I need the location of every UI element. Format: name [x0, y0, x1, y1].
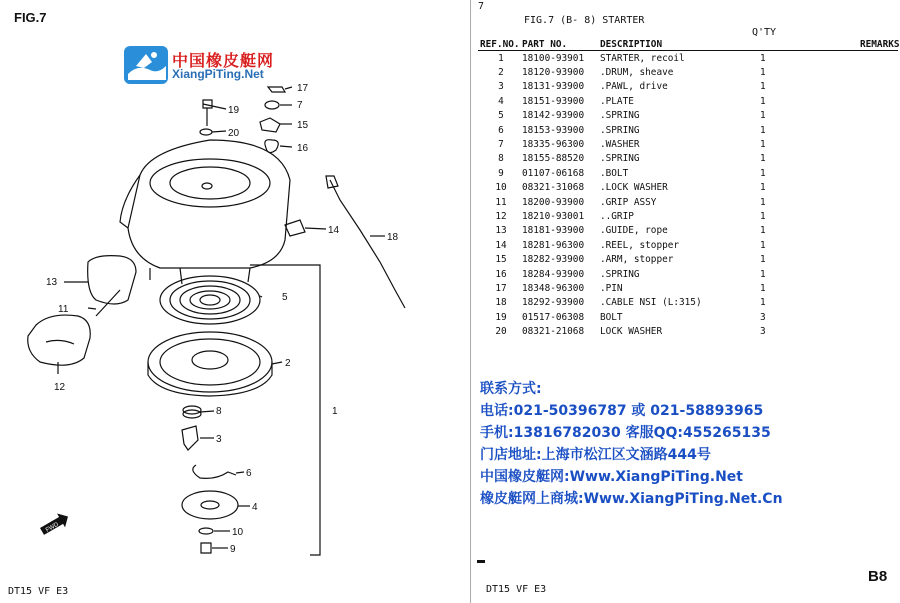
fwd-arrow-icon — [38, 510, 72, 539]
cell-desc: .WASHER — [600, 139, 640, 151]
cell-remarks — [860, 296, 900, 310]
cell-desc: LOCK WASHER — [600, 326, 663, 338]
cell-remarks — [860, 281, 900, 295]
cell-qty: 1 — [760, 81, 766, 93]
table-row — [480, 80, 900, 94]
cell-part: 18153-93900 — [522, 124, 585, 136]
table-row — [480, 152, 900, 166]
cell-part: 08321-21068 — [522, 326, 585, 338]
cell-remarks — [860, 324, 900, 338]
callout-14: 14 — [328, 225, 340, 236]
cell-desc: .PLATE — [600, 95, 634, 107]
cell-ref: 17 — [495, 282, 507, 294]
figure-title: FIG.7 (B- 8) STARTER — [524, 15, 645, 26]
callout-9: 9 — [230, 544, 236, 555]
cell-part: 01107-06168 — [522, 167, 585, 179]
page-gutter — [470, 0, 471, 603]
cell-ref: 1 — [498, 52, 504, 64]
cell-part: 18155-88520 — [522, 153, 585, 165]
table-row — [480, 267, 900, 281]
cell-desc: .DRUM, sheave — [600, 67, 674, 79]
cell-desc: .PIN — [600, 282, 623, 294]
cell-part: 18335-96300 — [522, 139, 585, 151]
cell-desc: STARTER, recoil — [600, 52, 685, 64]
cell-remarks — [860, 137, 900, 151]
cell-remarks — [860, 51, 900, 65]
cell-qty: 1 — [760, 124, 766, 136]
callout-20: 20 — [228, 128, 240, 139]
callout-12: 12 — [54, 382, 66, 393]
cell-qty: 1 — [760, 52, 766, 64]
cell-qty: 1 — [760, 196, 766, 208]
contact-heading: 联系方式: — [480, 381, 542, 397]
col-part: PART NO. — [522, 39, 568, 50]
cell-qty: 1 — [760, 153, 766, 165]
callout-1: 1 — [332, 406, 338, 417]
cell-ref: 19 — [495, 311, 507, 323]
cell-desc: ..GRIP — [600, 210, 634, 222]
table-row — [480, 252, 900, 266]
col-remarks: REMARKS — [860, 39, 900, 50]
cell-desc: .GRIP ASSY — [600, 196, 657, 208]
col-desc: DESCRIPTION — [600, 39, 663, 50]
callout-4: 4 — [252, 502, 258, 513]
cell-ref: 10 — [495, 182, 507, 194]
cell-desc: .ARM, stopper — [600, 254, 674, 266]
cell-part: 08321-31068 — [522, 182, 585, 194]
cell-part: 18282-93900 — [522, 254, 585, 266]
cell-ref: 5 — [498, 110, 504, 122]
cell-remarks — [860, 195, 900, 209]
cell-remarks — [860, 181, 900, 195]
callout-13: 13 — [46, 277, 58, 288]
table-row — [480, 51, 900, 65]
cell-part: 18181-93900 — [522, 225, 585, 237]
table-row — [480, 109, 900, 123]
table-row — [480, 123, 900, 137]
table-row — [480, 181, 900, 195]
figure-label: FIG.7 — [14, 10, 47, 25]
cell-desc: .SPRING — [600, 110, 640, 122]
cell-part: 18292-93900 — [522, 297, 585, 309]
cell-part: 18100-93901 — [522, 52, 585, 64]
table-row — [480, 65, 900, 79]
table-row — [480, 238, 900, 252]
callout-18: 18 — [387, 232, 399, 243]
callout-5: 5 — [282, 292, 288, 303]
table-row — [480, 137, 900, 151]
table-row — [480, 310, 900, 324]
cell-desc: .SPRING — [600, 268, 640, 280]
cell-desc: .SPRING — [600, 153, 640, 165]
callout-16: 16 — [297, 143, 309, 154]
cell-desc: .REEL, stopper — [600, 239, 680, 251]
logo-url-text: XiangPiTing.Net — [172, 67, 264, 81]
cell-ref: 13 — [495, 225, 507, 237]
cell-qty: 1 — [760, 167, 766, 179]
cell-desc: BOLT — [600, 311, 623, 323]
left-footer: DT15 VF E3 — [8, 586, 69, 597]
contact-address: 门店地址:上海市松江区文涵路444号 — [480, 447, 711, 463]
cell-part: 18200-93900 — [522, 196, 585, 208]
cell-remarks — [860, 310, 900, 324]
header-rule — [478, 50, 898, 51]
cell-remarks — [860, 209, 900, 223]
cell-part: 18281-96300 — [522, 239, 585, 251]
table-row — [480, 224, 900, 238]
cell-ref: 4 — [498, 95, 504, 107]
cell-remarks — [860, 238, 900, 252]
cell-part: 18120-93900 — [522, 67, 585, 79]
cell-desc: .PAWL, drive — [600, 81, 668, 93]
cell-qty: 1 — [760, 254, 766, 266]
table-row — [480, 209, 900, 223]
cell-qty: 1 — [760, 282, 766, 294]
cell-qty: 1 — [760, 210, 766, 222]
table-row — [480, 94, 900, 108]
callout-11: 11 — [58, 304, 69, 315]
parts-table-body — [480, 51, 900, 339]
cell-part: 18348-96300 — [522, 282, 585, 294]
cell-part: 18151-93900 — [522, 95, 585, 107]
cell-qty: 1 — [760, 182, 766, 194]
cell-part: 18284-93900 — [522, 268, 585, 280]
table-row — [480, 166, 900, 180]
contact-phone: 电话:021-50396787 或 021-58893965 — [480, 403, 764, 419]
cell-desc: .LOCK WASHER — [600, 182, 668, 194]
contact-mobile: 手机:13816782030 客服QQ:455265135 — [480, 425, 771, 441]
cell-ref: 12 — [495, 210, 507, 222]
cell-ref: 6 — [498, 124, 504, 136]
cell-desc: .CABLE NSI (L:315) — [600, 297, 702, 309]
cell-remarks — [860, 109, 900, 123]
table-row — [480, 296, 900, 310]
cell-qty: 1 — [760, 139, 766, 151]
cell-ref: 8 — [498, 153, 504, 165]
cell-qty: 1 — [760, 95, 766, 107]
col-ref: REF.NO. — [480, 39, 520, 50]
page-number: 7 — [478, 1, 485, 12]
cell-remarks — [860, 65, 900, 79]
callout-15: 15 — [297, 120, 309, 131]
logo-chinese-text: 中国橡皮艇网 — [172, 51, 275, 70]
cell-ref: 14 — [495, 239, 507, 251]
contact-block — [480, 378, 783, 510]
cell-ref: 11 — [495, 196, 507, 208]
cell-qty: 3 — [760, 311, 766, 323]
cell-desc: .GUIDE, rope — [600, 225, 668, 237]
cell-ref: 16 — [495, 268, 507, 280]
page-badge: B8 — [868, 568, 888, 585]
cell-desc: .BOLT — [600, 167, 629, 179]
cell-part: 01517-06308 — [522, 311, 585, 323]
cell-remarks — [860, 94, 900, 108]
cell-remarks — [860, 123, 900, 137]
cell-qty: 1 — [760, 297, 766, 309]
cell-ref: 20 — [495, 326, 507, 338]
cell-qty: 1 — [760, 225, 766, 237]
cable — [330, 180, 405, 308]
cell-ref: 15 — [495, 254, 507, 266]
cell-remarks — [860, 152, 900, 166]
callout-19: 19 — [228, 105, 240, 116]
cell-ref: 3 — [498, 81, 504, 93]
callout-6: 6 — [246, 468, 252, 479]
cell-desc: .SPRING — [600, 124, 640, 136]
right-footer: DT15 VF E3 — [486, 584, 547, 595]
table-row — [480, 281, 900, 295]
cell-ref: 7 — [498, 139, 504, 151]
parts-table — [480, 38, 900, 339]
margin-dash — [477, 560, 485, 563]
qty-header: Q'TY — [752, 27, 777, 38]
cell-qty: 1 — [760, 110, 766, 122]
cell-ref: 2 — [498, 67, 504, 79]
svg-text:FWD: FWD — [44, 521, 60, 534]
cell-part: 18210-93001 — [522, 210, 585, 222]
callout-7: 7 — [297, 100, 303, 111]
cell-remarks — [860, 224, 900, 238]
contact-mall[interactable]: 橡皮艇网上商城:Www.XiangPiTing.Net.Cn — [480, 491, 783, 507]
table-row — [480, 195, 900, 209]
cell-ref: 18 — [495, 297, 507, 309]
callout-2: 2 — [285, 358, 291, 369]
table-row — [480, 324, 900, 338]
callout-17: 17 — [297, 83, 309, 94]
callout-10: 10 — [232, 527, 244, 538]
cell-qty: 3 — [760, 326, 766, 338]
cell-qty: 1 — [760, 67, 766, 79]
callout-3: 3 — [216, 434, 222, 445]
cell-part: 18131-93900 — [522, 81, 585, 93]
cell-remarks — [860, 166, 900, 180]
callout-8: 8 — [216, 406, 222, 417]
cell-ref: 9 — [498, 167, 504, 179]
cell-remarks — [860, 252, 900, 266]
cell-qty: 1 — [760, 239, 766, 251]
cell-remarks — [860, 80, 900, 94]
cell-part: 18142-93900 — [522, 110, 585, 122]
cell-remarks — [860, 267, 900, 281]
cell-qty: 1 — [760, 268, 766, 280]
contact-site[interactable]: 中国橡皮艇网:Www.XiangPiTing.Net — [480, 469, 743, 485]
